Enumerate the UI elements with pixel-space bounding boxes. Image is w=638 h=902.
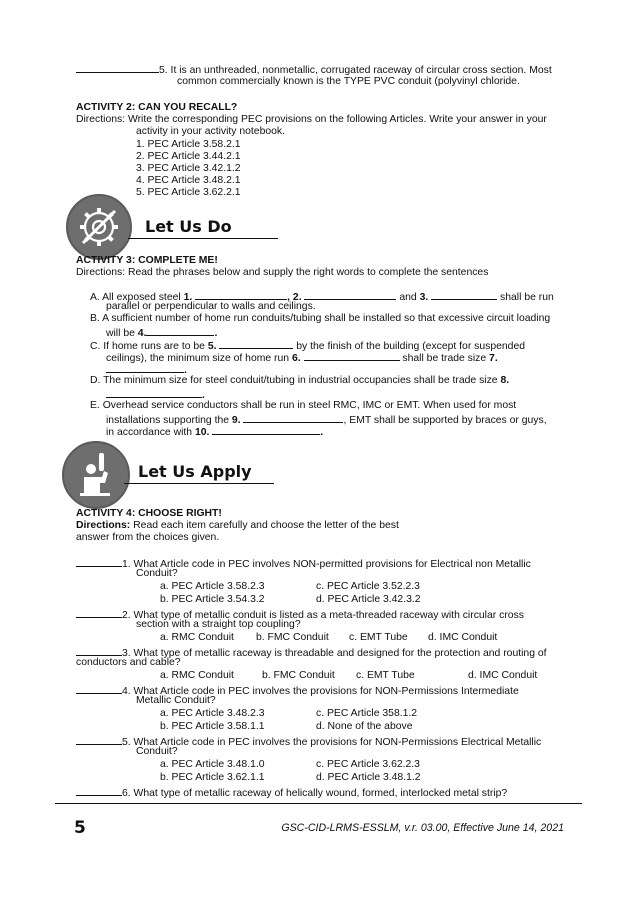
choice: a. RMC Conduit [160,632,234,643]
answer-blank-5[interactable] [219,338,293,349]
choice: a. RMC Conduit [160,670,234,681]
activity2-item: 1. PEC Article 3.58.2.1 [136,139,241,150]
answer-blank-q5[interactable] [76,734,122,745]
answer-blank-q3[interactable] [76,645,122,656]
choice: d. None of the above [316,721,413,732]
question-4-cont: Metallic Conduit? [136,695,216,706]
sentence-e-line3: in accordance with 10. . [106,424,323,439]
raised-hand-icon [64,443,128,507]
answer-blank-8[interactable] [106,387,202,398]
choice: d. PEC Article 3.48.1.2 [316,772,421,783]
let-us-do-badge [66,194,132,260]
choice: a. PEC Article 3.58.2.3 [160,581,265,592]
question-4: 4. What Article code in PEC involves the provisions for NON-Permissions Intermediate [76,683,519,698]
footer-rule [55,803,582,804]
activity3-title: ACTIVITY 3: COMPLETE ME! [76,255,218,266]
answer-blank-9[interactable] [243,412,343,423]
choice: c. EMT Tube [349,632,408,643]
answer-blank-4[interactable] [146,325,214,336]
page-number: 5 [74,818,86,838]
section-title-let-us-apply: Let Us Apply [138,462,252,481]
answer-blank-3[interactable] [431,289,497,300]
sentence-d-line2: . [106,387,205,402]
gear-wrench-icon [68,196,130,258]
activity2-item: 2. PEC Article 3.44.2.1 [136,151,241,162]
choice: b. FMC Conduit [256,632,329,643]
item5-line2: common commercially known is the TYPE PVC conduit (polyvinyl chloride. [177,76,520,87]
sentence-c-line3: . [106,362,187,377]
choice: c. EMT Tube [356,670,415,681]
choice: c. PEC Article 3.52.2.3 [316,581,420,592]
activity4-directions-cont: answer from the choices given. [76,532,220,543]
let-us-apply-badge [62,441,130,509]
choice: d. PEC Article 3.42.3.2 [316,594,421,605]
sentence-e-line2: installations supporting the 9. , EMT shall be supported by braces or guys, [106,412,547,427]
question-3: 3. What type of metallic raceway is threadable and designed for the protection and routing of [76,645,547,660]
activity2-item: 5. PEC Article 3.62.2.1 [136,187,241,198]
activity4-directions: Directions: Read each item carefully and choose the letter of the best [76,520,399,531]
answer-blank-6[interactable] [304,350,400,361]
choice: b. FMC Conduit [262,670,335,681]
sentence-e-line1: E. Overhead service conductors shall be run in steel RMC, IMC or EMT. When used for most [90,400,517,411]
activity2-directions-cont: activity in your activity notebook. [136,126,286,137]
answer-blank-1[interactable] [195,289,287,300]
section-rule [128,238,278,239]
choice: a. PEC Article 3.48.2.3 [160,708,265,719]
answer-blank-10[interactable] [212,424,320,435]
sentence-a-line1: A. All exposed steel 1. , 2. and 3. shall be run [90,289,554,304]
answer-blank-q2[interactable] [76,607,122,618]
question-6: 6. What type of metallic raceway of helically wound, formed, interlocked metal strip? [76,785,507,800]
answer-blank-q4[interactable] [76,683,122,694]
sentence-a-line2: parallel or perpendicular to walls and ceilings. [106,301,316,312]
activity2-item: 4. PEC Article 3.48.2.1 [136,175,241,186]
answer-blank-q6[interactable] [76,785,122,796]
answer-blank-2[interactable] [304,289,396,300]
choice: a. PEC Article 3.48.1.0 [160,759,265,770]
choice: c. PEC Article 358.1.2 [316,708,418,719]
activity4-title: ACTIVITY 4: CHOOSE RIGHT! [76,508,222,519]
sentence-d-line1: D. The minimum size for steel conduit/tubing in industrial occupancies shall be trade size 8. [90,375,510,386]
sentence-b-line2: will be 4. . [106,325,217,340]
choice: b. PEC Article 3.62.1.1 [160,772,265,783]
item5-line1: 5. It is an unthreaded, nonmetallic, corrugated raceway of circular cross section. Most [76,62,552,77]
choice: b. PEC Article 3.58.1.1 [160,721,265,732]
activity2-title: ACTIVITY 2: CAN YOU RECALL? [76,102,238,113]
question-3-cont: conductors and cable? [76,657,181,668]
sentence-c-line2: ceilings), the minimum size of home run 6. shall be trade size 7. [106,350,498,365]
activity3-directions: Directions: Read the phrases below and supply the right words to complete the sentences [76,267,489,278]
activity2-directions: Directions: Write the corresponding PEC provisions on the following Articles. Write your answer in your [76,114,547,125]
question-2: 2. What type of metallic conduit is listed as a meta-threaded raceway with circular cross [76,607,524,622]
activity2-item: 3. PEC Article 3.42.1.2 [136,163,241,174]
section-title-let-us-do: Let Us Do [145,217,232,236]
section-rule [124,483,274,484]
question-1-cont: Conduit? [136,568,178,579]
sentence-b-line1: B. A sufficient number of home run conduits/tubing shall be installed so that excessive circuit loading [90,313,551,324]
question-1: 1. What Article code in PEC involves NON-permitted provisions for Electrical non Metallic [76,556,531,571]
choice: d. IMC Conduit [468,670,538,681]
answer-blank-q1[interactable] [76,556,122,567]
sentence-c-line1: C. If home runs are to be 5. by the finish of the building (except for suspended [90,338,525,353]
answer-blank[interactable] [76,62,159,73]
question-5-cont: Conduit? [136,746,178,757]
answer-blank-7[interactable] [106,362,184,373]
question-2-cont: section with a straight top coupling? [136,619,301,630]
choice: c. PEC Article 3.62.2.3 [316,759,420,770]
question-5: 5. What Article code in PEC involves the provisions for NON-Permissions Electrical Metallic [76,734,541,749]
choice: b. PEC Article 3.54.3.2 [160,594,265,605]
document-code: GSC-CID-LRMS-ESSLM, v.r. 03.00, Effective June 14, 2021 [281,822,564,834]
choice: d. IMC Conduit [428,632,498,643]
